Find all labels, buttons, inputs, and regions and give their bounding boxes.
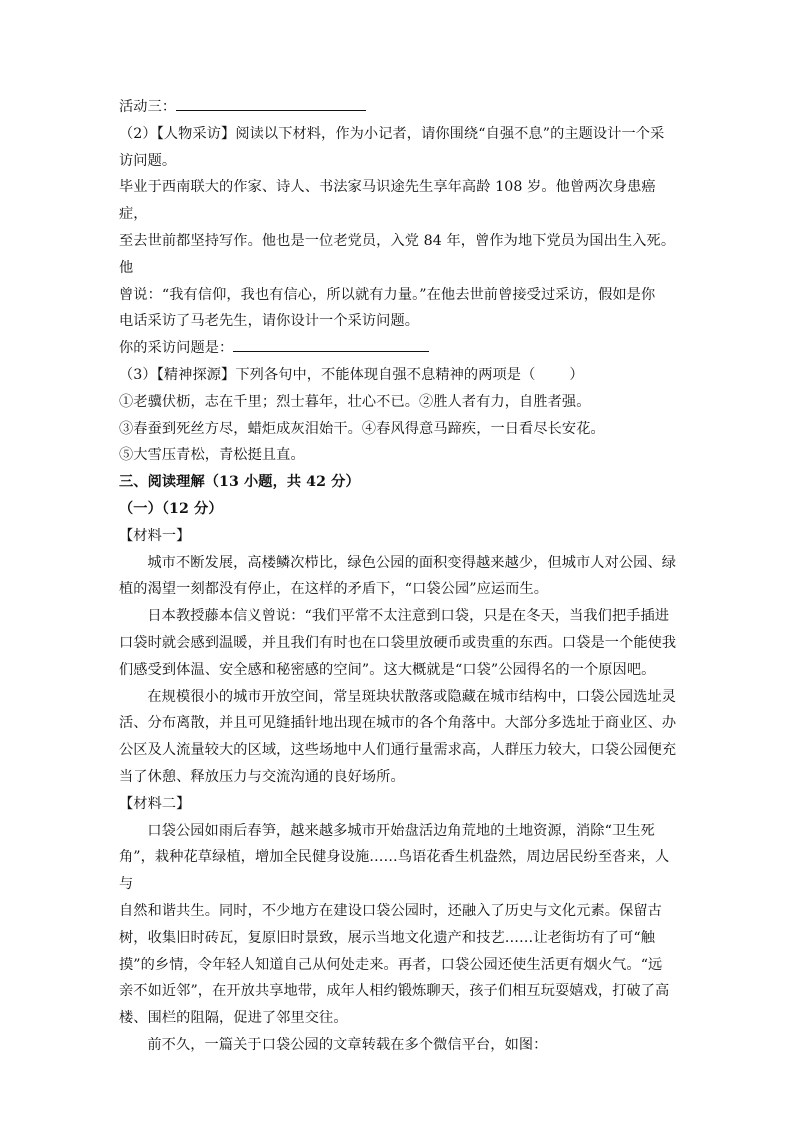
material1-text-line: 城市不断发展，高楼鳞次栉比，绿色公园的面积变得越来越少，但城市人对公园、绿 bbox=[147, 554, 677, 571]
material1-text-line: 当了休憩、释放压力与交流沟通的良好场所。 bbox=[119, 768, 405, 785]
activity3-line bbox=[119, 94, 679, 121]
q3-stem-after: ） bbox=[569, 366, 584, 383]
material2-text-line: 口袋公园如雨后春笋，越来越多城市开始盘活边角荒地的土地资源，消除“卫生死 bbox=[147, 822, 655, 839]
q2-answer-label: 你的采访问题是： bbox=[119, 340, 234, 357]
q3-stem-before: （3）【精神探源】下列各句中，不能体现自强不息精神的两项是（ bbox=[119, 366, 536, 383]
material2-text-line: 树，收集旧时砖瓦，复原旧时景致，展示当地文化遗产和技艺……让老街坊有了可“触 bbox=[119, 929, 655, 946]
material2-text-line: 自然和谐共生。同时，不少地方在建设口袋公园时，还融入了历史与文化元素。保留古 bbox=[119, 902, 662, 919]
material2-text-line: 摸”的乡情，令年轻人知道自己从何处走来。再者，口袋公园还使生活更有烟火气。“远 bbox=[119, 956, 663, 973]
material1-text-line: 植的渴望一刻都没有停止，在这样的矛盾下，“口袋公园”应运而生。 bbox=[119, 581, 549, 598]
q2-line: 访问题。 bbox=[119, 152, 177, 169]
material1-heading: 【材料一】 bbox=[119, 527, 191, 544]
q2-material-line: 毕业于西南联大的作家、诗人、书法家马识途先生享年高龄 108 岁。他曾两次身患癌症， bbox=[119, 179, 656, 223]
material2-text-line: 楼、围栏的阻隔，促进了邻里交往。 bbox=[119, 1010, 348, 1027]
q3-option-line: ③春蚕到死丝方尽，蜡炬成灰泪始干。④春风得意马蹄疾，一日看尽长安花。 bbox=[119, 420, 605, 437]
activity3-label: 活动三： bbox=[119, 99, 177, 115]
q3-stem bbox=[119, 362, 679, 389]
material2-text-line: 前不久，一篇关于口袋公园的文章转载在多个微信平台，如图： bbox=[147, 1036, 548, 1053]
q2-material-line: 电话采访了马老先生，请你设计一个采访问题。 bbox=[119, 313, 420, 330]
q2-answer-line bbox=[119, 335, 679, 362]
activity3-answer-blank[interactable] bbox=[176, 96, 366, 111]
q3-option-line: ①老骥伏枥，志在千里；烈士暮年，壮心不已。②胜人者有力，自胜者强。 bbox=[119, 393, 591, 410]
material1-text-line: 活、分布离散，并且可见缝插针地出现在城市的各个角落中。大部分多选址于商业区、办 bbox=[119, 715, 677, 732]
q2-line: （2）【人物采访】阅读以下材料，作为小记者，请你围绕“自强不息”的主题设计一个采 bbox=[119, 125, 665, 142]
material2-heading: 【材料二】 bbox=[119, 795, 191, 812]
q2-answer-blank[interactable] bbox=[233, 337, 429, 352]
material1-text-line: 日本教授藤本信义曾说：“我们平常不太注意到口袋，只是在冬天，当我们把手插进 bbox=[147, 608, 670, 625]
material1-text-line: 们感受到体温、安全感和秘密感的空间”。这大概就是“口袋”公园得名的一个原因吧。 bbox=[119, 661, 656, 678]
material1-text-line: 在规模很小的城市开放空间，常呈斑块状散落或隐藏在城市结构中，口袋公园选址灵 bbox=[147, 688, 677, 705]
section3-part1-heading: （一）（12 分） bbox=[119, 500, 223, 517]
q2-material-line: 曾说：“我有信仰，我也有信心，所以就有力量。”在他去世前曾接受过采访，假如是你 bbox=[119, 286, 656, 303]
material1-text-line: 口袋时就会感到温暖，并且我们有时也在口袋里放硬币或贵重的东西。口袋是一个能使我 bbox=[119, 634, 677, 651]
q3-option-line: ⑤大雪压青松，青松挺且直。 bbox=[119, 447, 305, 464]
material2-text-line: 角”，栽种花草绿植，增加全民健身设施……鸟语花香生机盎然，周边居民纷至沓来，人与 bbox=[119, 849, 670, 893]
section3-title: 三、阅读理解（13 小题，共 42 分） bbox=[119, 474, 360, 491]
material1-text-line: 公区及人流量较大的区域，这些场地中人们通行量需求高，人群压力较大，口袋公园便充 bbox=[119, 742, 677, 759]
document-content bbox=[119, 94, 679, 1059]
q2-material-line: 至去世前都坚持写作。他也是一位老党员，入党 84 年，曾作为地下党员为国出生入死。他 bbox=[119, 232, 676, 276]
material2-text-line: 亲不如近邻”，在开放共享地带，成年人相约锻炼聊天，孩子们相互玩耍嬉戏，打破了高 bbox=[119, 983, 670, 1000]
